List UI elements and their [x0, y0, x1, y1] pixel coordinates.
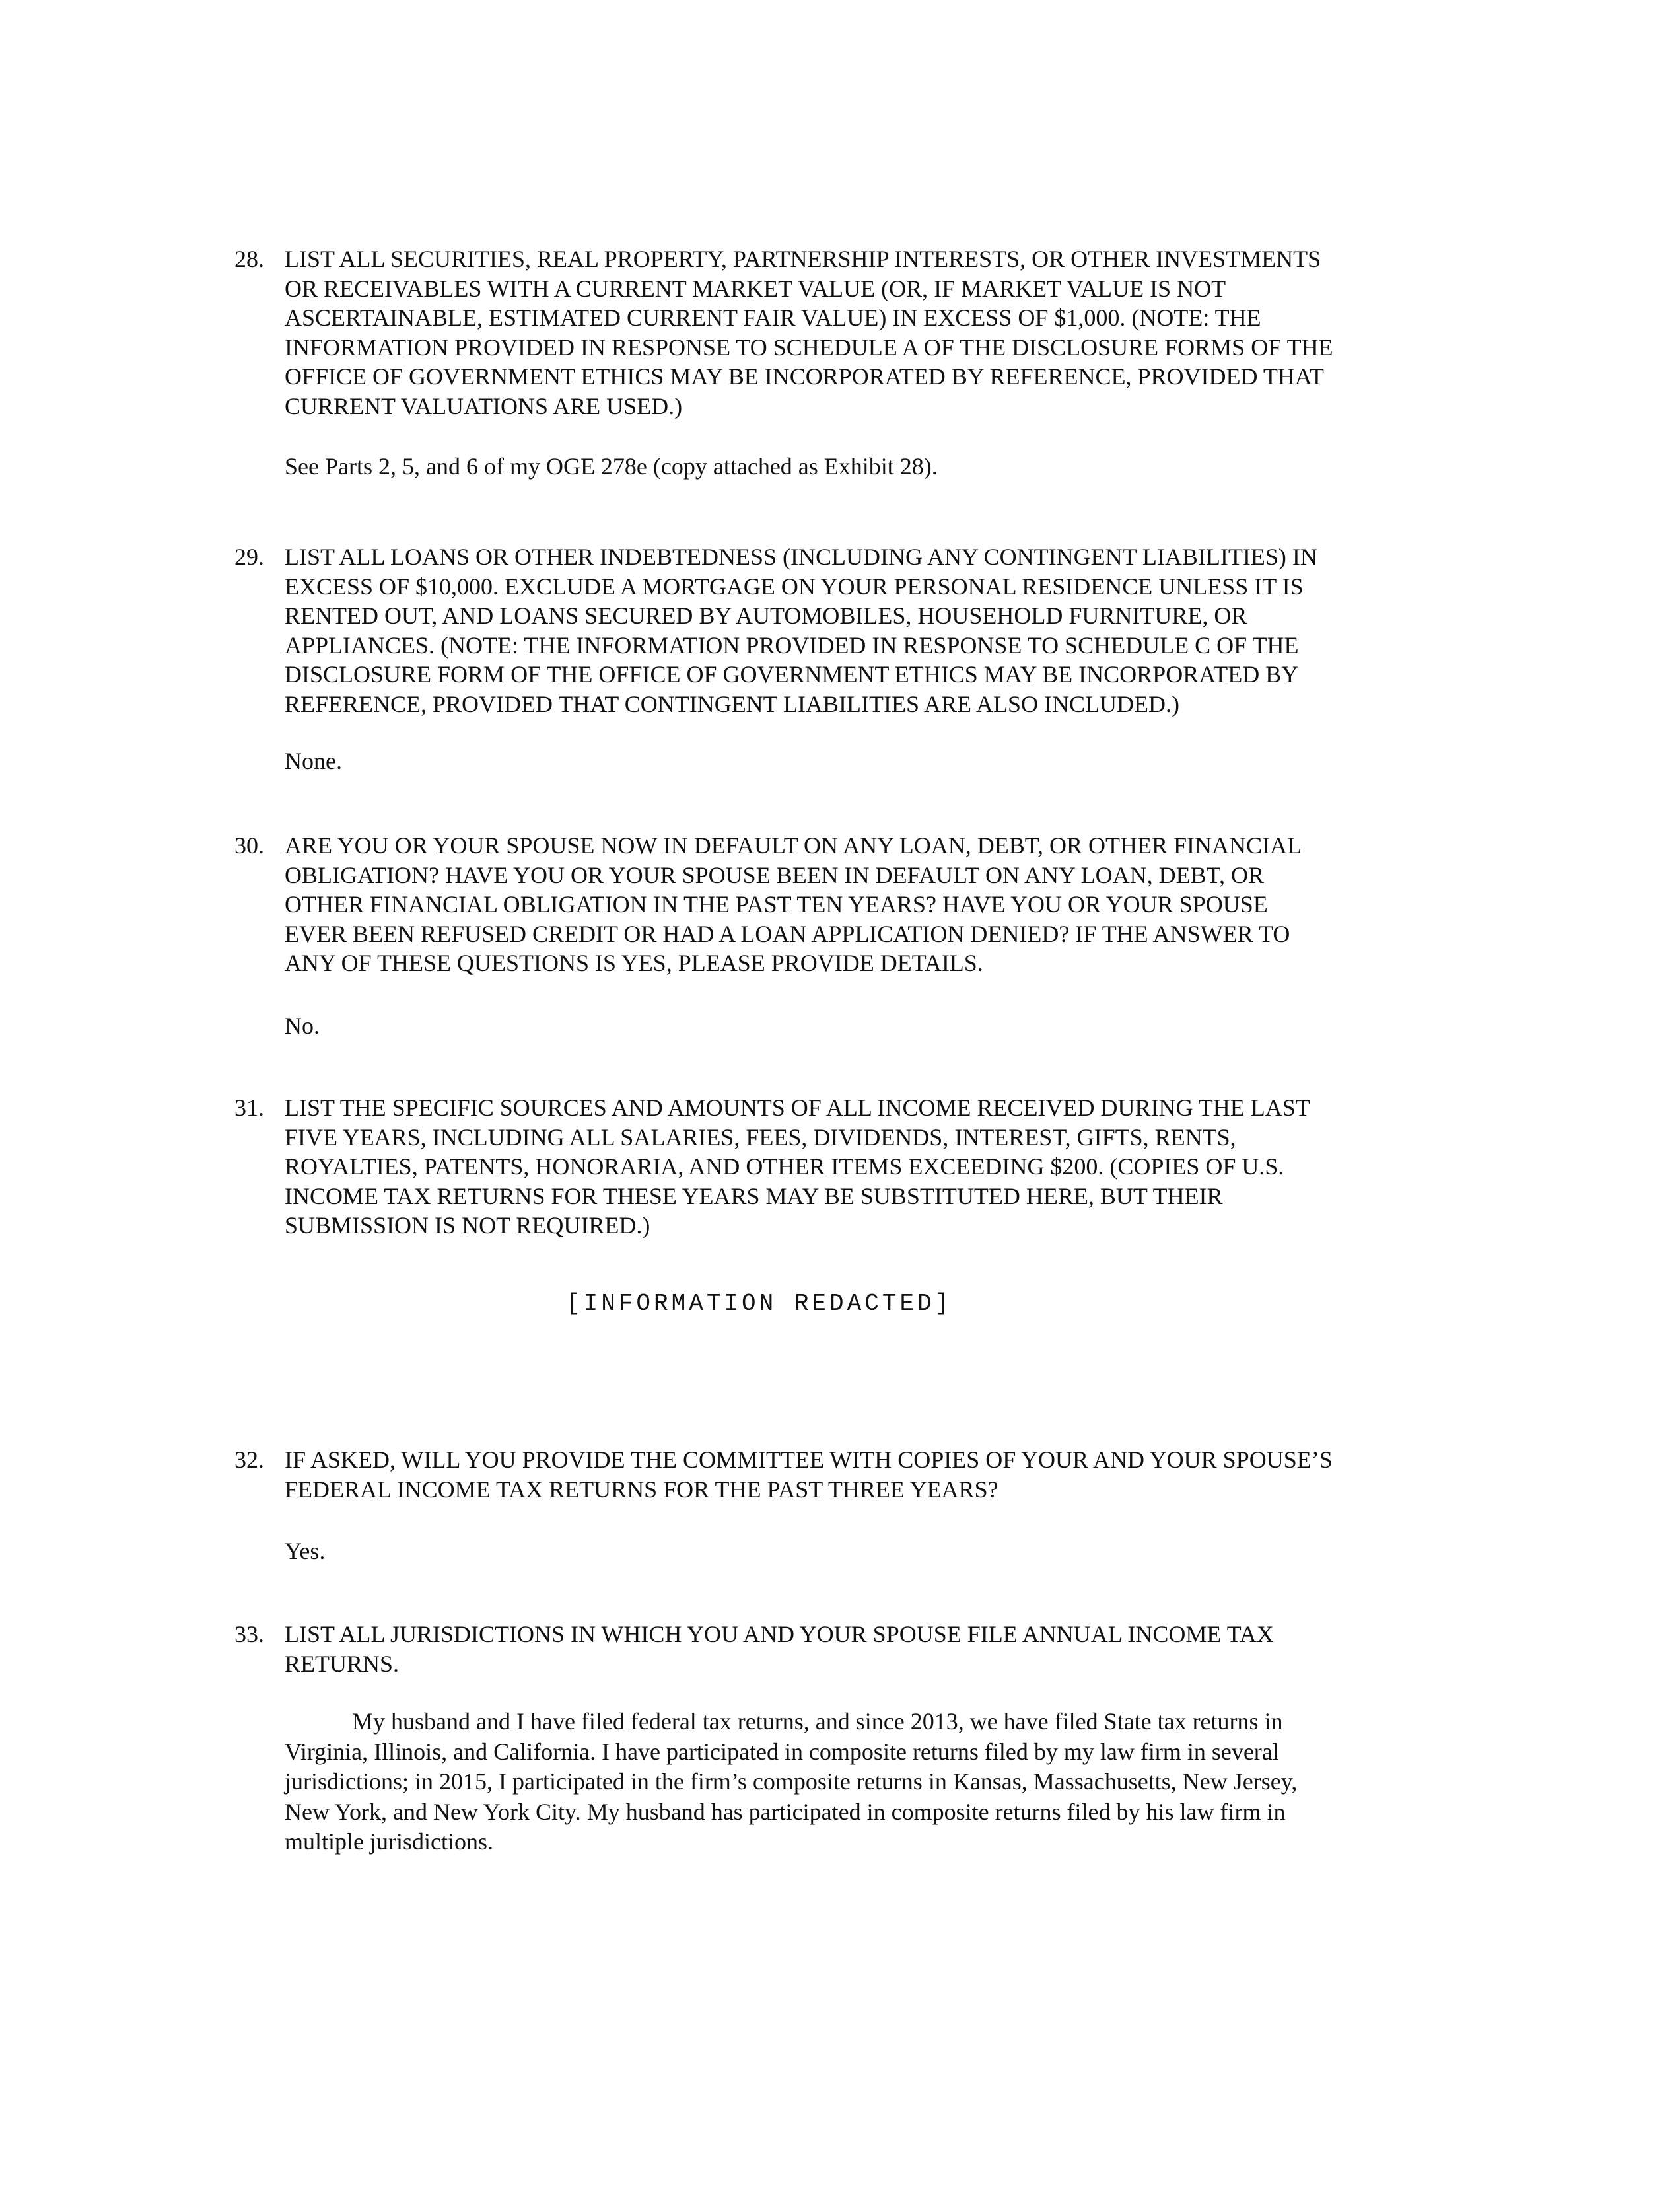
- answer-32: Yes.: [285, 1538, 326, 1564]
- question-text-line: OR RECEIVABLES WITH A CURRENT MARKET VALUE (OR, IF MARKET VALUE IS NOT: [285, 275, 1226, 302]
- question-text-line: RENTED OUT, AND LOANS SECURED BY AUTOMOBILES, HOUSEHOLD FURNITURE, OR: [285, 602, 1247, 629]
- answer-text-line: multiple jurisdictions.: [285, 1828, 493, 1855]
- answer-text-line: My husband and I have filed federal tax returns, and since 2013, we have filed State tax returns in: [352, 1708, 1283, 1735]
- question-text-line: ROYALTIES, PATENTS, HONORARIA, AND OTHER ITEMS EXCEEDING $200. (COPIES OF U.S.: [285, 1153, 1284, 1180]
- question-text-line: ARE YOU OR YOUR SPOUSE NOW IN DEFAULT ON ANY LOAN, DEBT, OR OTHER FINANCIAL: [285, 832, 1302, 859]
- question-text-line: FEDERAL INCOME TAX RETURNS FOR THE PAST THREE YEARS?: [285, 1476, 998, 1503]
- question-text-line: IF ASKED, WILL YOU PROVIDE THE COMMITTEE WITH COPIES OF YOUR AND YOUR SPOUSE’S: [285, 1447, 1333, 1473]
- question-number: 28.: [234, 246, 264, 272]
- question-text-line: OBLIGATION? HAVE YOU OR YOUR SPOUSE BEEN IN DEFAULT ON ANY LOAN, DEBT, OR: [285, 861, 1264, 888]
- question-text-line: ASCERTAINABLE, ESTIMATED CURRENT FAIR VALUE) IN EXCESS OF $1,000. (NOTE: THE: [285, 305, 1261, 331]
- answer-28: See Parts 2, 5, and 6 of my OGE 278e (copy attached as Exhibit 28).: [285, 453, 938, 480]
- question-text-line: SUBMISSION IS NOT REQUIRED.): [285, 1212, 650, 1238]
- answer-33: [285, 1707, 1297, 1857]
- answer-text-line: New York, and New York City. My husband has participated in composite returns filed by his law firm in: [285, 1798, 1286, 1825]
- question-text-line: EXCESS OF $10,000. EXCLUDE A MORTGAGE ON YOUR PERSONAL RESIDENCE UNLESS IT IS: [285, 573, 1304, 600]
- question-text-line: LIST THE SPECIFIC SOURCES AND AMOUNTS OF ALL INCOME RECEIVED DURING THE LAST: [285, 1094, 1310, 1121]
- question-text-line: DISCLOSURE FORM OF THE OFFICE OF GOVERNMENT ETHICS MAY BE INCORPORATED BY: [285, 661, 1299, 688]
- question-number: 32.: [234, 1447, 264, 1473]
- answer-text-line: jurisdictions; in 2015, I participated in the firm’s composite returns in Kansas, Massachusetts, New Jersey,: [285, 1768, 1298, 1795]
- question-text-line: ANY OF THESE QUESTIONS IS YES, PLEASE PROVIDE DETAILS.: [285, 950, 983, 976]
- answer-30: No.: [285, 1013, 320, 1039]
- question-number: 33.: [234, 1621, 264, 1647]
- question-text-line: CURRENT VALUATIONS ARE USED.): [285, 392, 683, 419]
- question-text-line: LIST ALL JURISDICTIONS IN WHICH YOU AND YOUR SPOUSE FILE ANNUAL INCOME TAX: [285, 1621, 1274, 1647]
- question-text-line: INCOME TAX RETURNS FOR THESE YEARS MAY BE SUBSTITUTED HERE, BUT THEIR: [285, 1182, 1223, 1209]
- question-number: 31.: [234, 1094, 264, 1121]
- question-text-line: LIST ALL LOANS OR OTHER INDEBTEDNESS (INCLUDING ANY CONTINGENT LIABILITIES) IN: [285, 544, 1317, 570]
- question-text-line: OFFICE OF GOVERNMENT ETHICS MAY BE INCORPORATED BY REFERENCE, PROVIDED THAT: [285, 363, 1324, 390]
- redaction-notice: [INFORMATION REDACTED]: [566, 1290, 953, 1317]
- answer-text-line: Virginia, Illinois, and California. I have participated in composite returns filed by my law firm in several: [285, 1738, 1279, 1765]
- question-text-line: APPLIANCES. (NOTE: THE INFORMATION PROVIDED IN RESPONSE TO SCHEDULE C OF THE: [285, 631, 1299, 659]
- question-text-line: LIST ALL SECURITIES, REAL PROPERTY, PARTNERSHIP INTERESTS, OR OTHER INVESTMENTS: [285, 246, 1321, 272]
- answer-29: None.: [285, 748, 342, 774]
- question-text-line: FIVE YEARS, INCLUDING ALL SALARIES, FEES, DIVIDENDS, INTEREST, GIFTS, RENTS,: [285, 1124, 1236, 1151]
- question-text-line: OTHER FINANCIAL OBLIGATION IN THE PAST TEN YEARS? HAVE YOU OR YOUR SPOUSE: [285, 891, 1268, 917]
- question-text-line: INFORMATION PROVIDED IN RESPONSE TO SCHEDULE A OF THE DISCLOSURE FORMS OF THE: [285, 334, 1333, 361]
- question-text-line: EVER BEEN REFUSED CREDIT OR HAD A LOAN APPLICATION DENIED? IF THE ANSWER TO: [285, 920, 1290, 947]
- question-number: 29.: [234, 544, 264, 570]
- question-number: 30.: [234, 832, 264, 859]
- question-text-line: RETURNS.: [285, 1650, 400, 1677]
- question-text-line: REFERENCE, PROVIDED THAT CONTINGENT LIABILITIES ARE ALSO INCLUDED.): [285, 690, 1179, 717]
